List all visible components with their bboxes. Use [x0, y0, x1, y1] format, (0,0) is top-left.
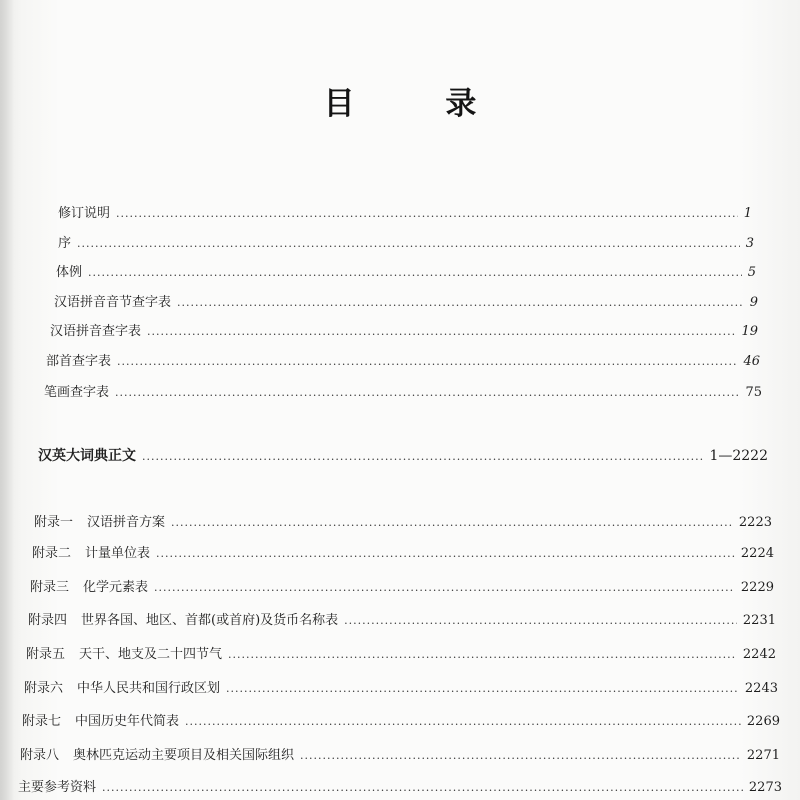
toc-entry-page: 9 — [749, 295, 758, 310]
toc-entry-page: 2271 — [746, 748, 780, 763]
appendix-number: 附录八 — [20, 748, 60, 763]
toc-entry-appendix-3[interactable] — [30, 579, 774, 597]
appendix-number: 附录二 — [32, 546, 72, 561]
leader-dots — [344, 612, 737, 630]
leader-dots — [171, 514, 733, 532]
toc-entry-page: 2273 — [748, 780, 782, 795]
toc-entry-label: 计量单位表 — [85, 546, 151, 561]
toc-entry-label: 汉语拼音音节查字表 — [54, 295, 172, 310]
toc-entry-page: 5 — [747, 265, 756, 280]
leader-dots — [177, 294, 744, 312]
toc-entry-page: 2269 — [746, 714, 780, 729]
toc-entry-stroke-index[interactable] — [44, 384, 762, 402]
leader-dots — [185, 713, 741, 731]
toc-entry-page: 46 — [743, 354, 760, 369]
toc-entry-label: 部首查字表 — [46, 354, 112, 369]
toc-entry-style-guide[interactable] — [56, 264, 756, 282]
toc-entry-page: 2224 — [740, 546, 774, 561]
toc-entry-appendix-2[interactable] — [32, 545, 774, 563]
leader-dots — [156, 545, 735, 563]
toc-entry-label: 天干、地支及二十四节气 — [79, 647, 223, 662]
toc-entry-label: 修订说明 — [58, 206, 111, 221]
leader-dots — [147, 323, 735, 341]
toc-entry-label: 笔画查字表 — [44, 385, 110, 400]
toc-entry-label: 汉语拼音方案 — [87, 515, 166, 530]
appendix-number: 附录一 — [34, 515, 74, 530]
leader-dots — [142, 448, 703, 466]
toc-entry-label: 汉语拼音查字表 — [50, 324, 142, 339]
toc-entry-main-text[interactable] — [38, 447, 768, 466]
toc-entry-label: 体例 — [56, 265, 83, 280]
appendix-number: 附录六 — [24, 681, 64, 696]
toc-entry-page: 75 — [745, 385, 762, 400]
toc-entry-page: 1—2222 — [709, 448, 768, 464]
leader-dots — [154, 579, 735, 597]
leader-dots — [228, 646, 737, 664]
toc-entry-appendix-5[interactable] — [26, 646, 776, 664]
toc-entry-page: 2223 — [738, 515, 772, 530]
toc-entry-appendix-8[interactable] — [20, 747, 780, 765]
appendix-number: 附录七 — [22, 714, 62, 729]
toc-entry-appendix-1[interactable] — [34, 514, 772, 532]
toc-entry-page: 19 — [741, 324, 758, 339]
appendix-number: 附录五 — [26, 647, 66, 662]
toc-entry-pinyin-index[interactable] — [50, 323, 758, 341]
toc-entry-page: 1 — [743, 206, 752, 221]
toc-entry-label: 奥林匹克运动主要项目及相关国际组织 — [73, 748, 295, 763]
toc-entry-label: 化学元素表 — [83, 580, 149, 595]
appendix-number: 附录四 — [28, 613, 68, 628]
leader-dots — [117, 353, 737, 371]
leader-dots — [115, 384, 739, 402]
leader-dots — [102, 779, 743, 797]
toc-entry-page: 2242 — [742, 647, 776, 662]
toc-entry-label: 主要参考资料 — [18, 780, 97, 795]
toc-entry-appendix-4[interactable] — [28, 612, 776, 630]
appendix-number: 附录三 — [30, 580, 70, 595]
toc-entry-revision-notes[interactable] — [58, 205, 752, 223]
toc-entry-label: 中国历史年代简表 — [75, 714, 180, 729]
toc-entry-label: 世界各国、地区、首都(或首府)及货币名称表 — [81, 613, 339, 628]
toc-entry-pinyin-syllable-index[interactable] — [54, 294, 758, 312]
leader-dots — [300, 747, 741, 765]
leader-dots — [77, 235, 740, 253]
toc-entry-appendix-6[interactable] — [24, 680, 778, 698]
toc-entry-page: 2243 — [744, 681, 778, 696]
toc-entry-radical-index[interactable] — [46, 353, 760, 371]
toc-entry-label: 中华人民共和国行政区划 — [77, 681, 221, 696]
leader-dots — [88, 264, 742, 282]
toc-entry-page: 3 — [745, 236, 754, 251]
leader-dots — [226, 680, 739, 698]
toc-entry-references[interactable] — [18, 779, 782, 797]
toc-entry-appendix-7[interactable] — [22, 713, 780, 731]
page-title: 目 录 — [323, 86, 517, 122]
toc-entry-preface[interactable] — [58, 235, 754, 253]
toc-entry-page: 2229 — [740, 580, 774, 595]
toc-entry-label: 序 — [58, 236, 72, 251]
toc-entry-page: 2231 — [742, 613, 776, 628]
leader-dots — [116, 205, 738, 223]
toc-entry-label: 汉英大词典正文 — [38, 448, 136, 464]
